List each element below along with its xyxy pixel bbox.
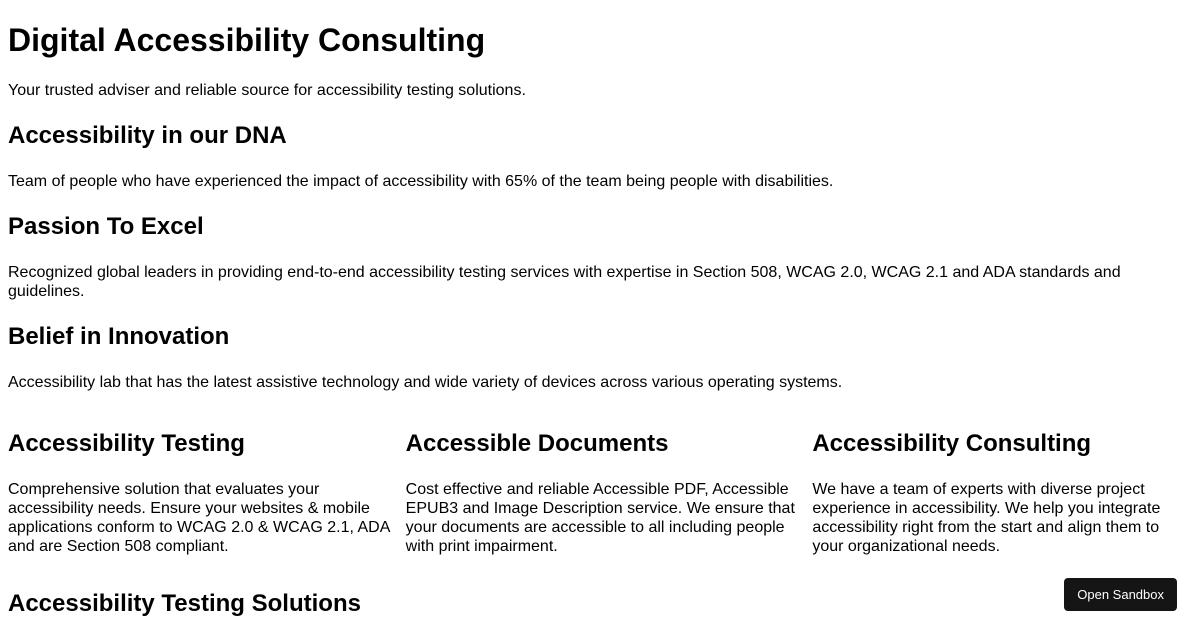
page-subtitle: Your trusted adviser and reliable source for accessibility testing solutions. <box>8 82 526 99</box>
service-title-consulting: Accessibility Consulting <box>812 430 1092 457</box>
section-title-excel: Passion To Excel <box>8 213 204 240</box>
section-text-innovation: Accessibility lab that has the latest assistive technology and wide variety of devices across various operating systems. <box>8 374 843 391</box>
page-title: Digital Accessibility Consulting <box>8 22 486 58</box>
services-grid <box>8 430 1192 556</box>
service-title-testing: Accessibility Testing <box>8 430 245 457</box>
service-card-documents <box>406 430 813 556</box>
solutions-title: Accessibility Testing Solutions <box>8 590 361 617</box>
open-sandbox-button[interactable]: Open Sandbox <box>1064 578 1177 611</box>
section-title-dna: Accessibility in our DNA <box>8 122 287 149</box>
service-text-testing: Comprehensive solution that evaluates your accessibility needs. Ensure your websites & mobile applications conform to WCAG 2.0 & WCAG 2.1, ADA and are Section 508 compliant. <box>8 481 390 555</box>
service-text-consulting: We have a team of experts with diverse project experience in accessibility. We help you integrate accessibility right from the start and align them to your organizational needs. <box>812 481 1161 555</box>
section-text-excel: Recognized global leaders in providing end-to-end accessibility testing services with expertise in Section 508, WCAG 2.0, WCAG 2.1 and ADA standards and guidelines. <box>8 264 1121 300</box>
section-title-innovation: Belief in Innovation <box>8 323 230 350</box>
service-title-documents: Accessible Documents <box>405 430 669 457</box>
service-card-testing <box>8 430 406 556</box>
service-card-consulting <box>812 430 1192 556</box>
service-text-documents: Cost effective and reliable Accessible PDF, Accessible EPUB3 and Image Description service. We ensure that your documents are accessible to all including people with print impairment. <box>405 481 795 555</box>
section-text-dna: Team of people who have experienced the impact of accessibility with 65% of the team being people with disabilities. <box>8 173 834 190</box>
